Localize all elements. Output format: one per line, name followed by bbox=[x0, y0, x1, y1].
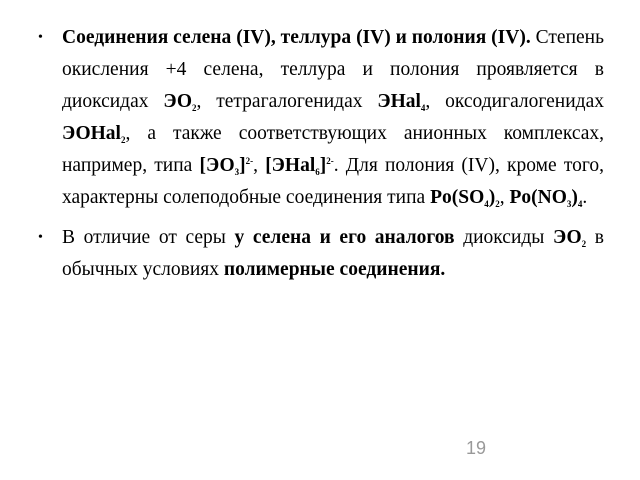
text-span: в обычных условиях bbox=[62, 227, 604, 280]
text-span: диоксиды bbox=[454, 227, 554, 248]
formula-text: [ЭО bbox=[199, 155, 235, 176]
formula-text: ] bbox=[319, 155, 327, 176]
formula-subscript: 2 bbox=[495, 199, 500, 209]
bullet-item-polymeric-dioxides bbox=[38, 222, 604, 286]
bullet-heading: Соединения селена (IV), теллура (IV) и полония (IV). bbox=[62, 27, 531, 48]
page-number: 19 bbox=[465, 438, 487, 458]
bullet-list bbox=[38, 22, 604, 286]
bullet-item-selenium-compounds bbox=[38, 22, 604, 214]
formula-text: ЭО bbox=[163, 91, 193, 112]
formula-eo2 bbox=[553, 227, 586, 248]
formula-ehal6-complex bbox=[265, 155, 334, 176]
formula-subscript: 4 bbox=[420, 103, 426, 113]
text-span: . Для полония (IV), кроме того, характерны солеподобные соединения типа bbox=[62, 155, 604, 208]
formula-subscript: 4 bbox=[577, 199, 583, 209]
text-span: . bbox=[582, 187, 588, 208]
text-span: В отличие от серы bbox=[62, 227, 235, 248]
formula-po-no3-4 bbox=[509, 187, 582, 208]
emphasis-text: у селена и его аналогов bbox=[234, 227, 455, 248]
formula-text: ЭО bbox=[553, 227, 582, 248]
bullet-dot-icon: • bbox=[38, 230, 43, 245]
formula-superscript: 2- bbox=[245, 156, 254, 166]
formula-subscript: 3 bbox=[234, 167, 240, 177]
text-span: , тетрагалогенидах bbox=[196, 91, 378, 112]
formula-subscript: 2 bbox=[120, 135, 126, 145]
bullet-dot-icon: • bbox=[38, 30, 43, 45]
text-span: , bbox=[253, 155, 266, 176]
formula-text: Po(SO bbox=[430, 187, 485, 208]
text-span: , bbox=[499, 187, 510, 208]
formula-text: ] bbox=[239, 155, 246, 176]
text-span: , а также соответствующих анионных комплексах, например, типа bbox=[62, 123, 604, 176]
formula-subscript: 2 bbox=[581, 239, 587, 249]
formula-subscript: 4 bbox=[484, 199, 489, 209]
formula-eohal2 bbox=[62, 123, 125, 144]
formula-eo2 bbox=[163, 91, 196, 112]
text-span: Степень окисления +4 селена, теллура и полония проявляется в диоксидах bbox=[62, 27, 604, 112]
text-span: , оксодигалогенидах bbox=[425, 91, 604, 112]
formula-text: ЭHal bbox=[377, 91, 421, 112]
formula-text: ) bbox=[488, 187, 496, 208]
formula-subscript: 2 bbox=[192, 103, 197, 113]
formula-subscript: 3 bbox=[566, 199, 572, 209]
formula-subscript: 6 bbox=[315, 167, 320, 177]
formula-text: Po(NO bbox=[509, 187, 567, 208]
formula-text: [ЭHal bbox=[265, 155, 316, 176]
formula-po-so4-2 bbox=[430, 187, 500, 208]
formula-eo3-complex bbox=[200, 155, 254, 176]
emphasis-text: полимерные соединения. bbox=[223, 259, 446, 280]
formula-text: ЭОHal bbox=[62, 123, 121, 144]
formula-text: ) bbox=[571, 187, 578, 208]
formula-ehal4 bbox=[377, 91, 425, 112]
formula-superscript: 2- bbox=[326, 156, 334, 166]
